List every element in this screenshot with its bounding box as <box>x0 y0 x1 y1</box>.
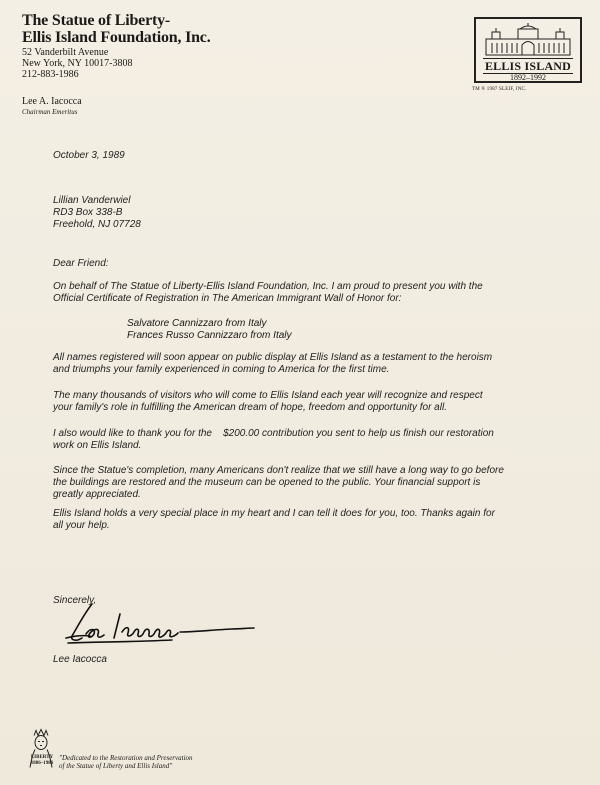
footer-logo-label <box>26 755 58 767</box>
paragraph-1 <box>53 281 553 305</box>
dedication-line2: of the Statue of Liberty and Ellis Island" <box>59 762 173 770</box>
paragraph-1-line2: Official Certificate of Registration in The American Immigrant Wall of Honor for: <box>53 293 402 304</box>
signer-name: Lee Iacocca <box>53 654 107 665</box>
paragraph-5-line1: Since the Statue's completion, many Americans don't realize that we still have a long way to go before <box>53 465 504 476</box>
paragraph-4-line2: work on Ellis Island. <box>53 440 142 451</box>
paragraph-1-line1: On behalf of The Statue of Liberty-Ellis Island Foundation, Inc. I am proud to present you with the <box>53 281 483 292</box>
paragraph-2-line1: All names registered will soon appear on public display at Ellis Island as a testament to the heroism <box>53 352 493 363</box>
chairman-name: Lee A. Iacocca <box>22 96 82 107</box>
honoree-1: Salvatore Cannizzaro from Italy <box>127 318 267 329</box>
footer-logo-label1: LIBERTY <box>30 755 54 760</box>
ellis-island-building-icon <box>482 23 574 57</box>
logo-title <box>476 59 580 74</box>
logo-title-text: ELLIS ISLAND <box>484 59 572 73</box>
organization-address <box>22 47 132 80</box>
trademark-note: TM ® 1987 SLEIF, INC. <box>472 87 527 92</box>
letter-date: October 3, 1989 <box>53 150 125 161</box>
phone-number: 212-883-1986 <box>22 69 79 80</box>
org-name-line2: Ellis Island Foundation, Inc. <box>22 29 211 46</box>
org-name-line1: The Statue of Liberty- <box>22 12 171 29</box>
chairman-title: Chairman Emeritus <box>22 108 78 116</box>
paragraph-3-line2: your family's role in fulfilling the American dream of hope, freedom and opportunity for all. <box>53 402 447 413</box>
paragraph-2-line2: and triumphs your family experienced in coming to America for the first time. <box>53 364 390 375</box>
footer-logo-label2: 1886–1986 <box>30 761 54 766</box>
paragraph-4 <box>53 428 553 452</box>
dedication-line1: "Dedicated to the Restoration and Preservation <box>59 754 193 762</box>
paragraph-5 <box>53 465 563 501</box>
paragraph-6-line1: Ellis Island holds a very special place in my heart and I can tell it does for you, too. Thanks again for <box>53 508 495 519</box>
organization-name <box>22 12 211 46</box>
paragraph-5-line2: the buildings are restored and the museum can be opened to the public. Your financial support is <box>53 477 481 488</box>
paragraph-3 <box>53 390 563 414</box>
recipient-name: Lillian Vanderwiel <box>53 195 131 206</box>
honoree-list <box>127 318 292 342</box>
recipient-street: RD3 Box 338-B <box>53 207 123 218</box>
address-line1: 52 Vanderbilt Avenue <box>22 47 109 58</box>
paragraph-3-line1: The many thousands of visitors who will come to Ellis Island each year will recognize and respect <box>53 390 483 401</box>
salutation: Dear Friend: <box>53 258 109 269</box>
recipient-city: Freehold, NJ 07728 <box>53 219 141 230</box>
logo-years: 1892–1992 <box>510 73 546 82</box>
ellis-island-logo <box>474 17 582 83</box>
paragraph-4-line1: I also would like to thank you for the $200.00 contribution you sent to help us finish our restoration <box>53 428 494 439</box>
address-line2: New York, NY 10017-3808 <box>22 58 133 69</box>
recipient-address <box>53 195 141 231</box>
paragraph-6 <box>53 508 563 532</box>
handwritten-signature <box>62 602 262 647</box>
footer-dedication <box>59 754 193 770</box>
chairman-block <box>22 96 82 118</box>
honoree-2: Frances Russo Cannizzaro from Italy <box>127 330 292 341</box>
paragraph-2 <box>53 352 563 376</box>
paragraph-5-line3: greatly appreciated. <box>53 489 141 500</box>
closing: Sincerely, <box>53 595 97 606</box>
paragraph-6-line2: all your help. <box>53 520 110 531</box>
